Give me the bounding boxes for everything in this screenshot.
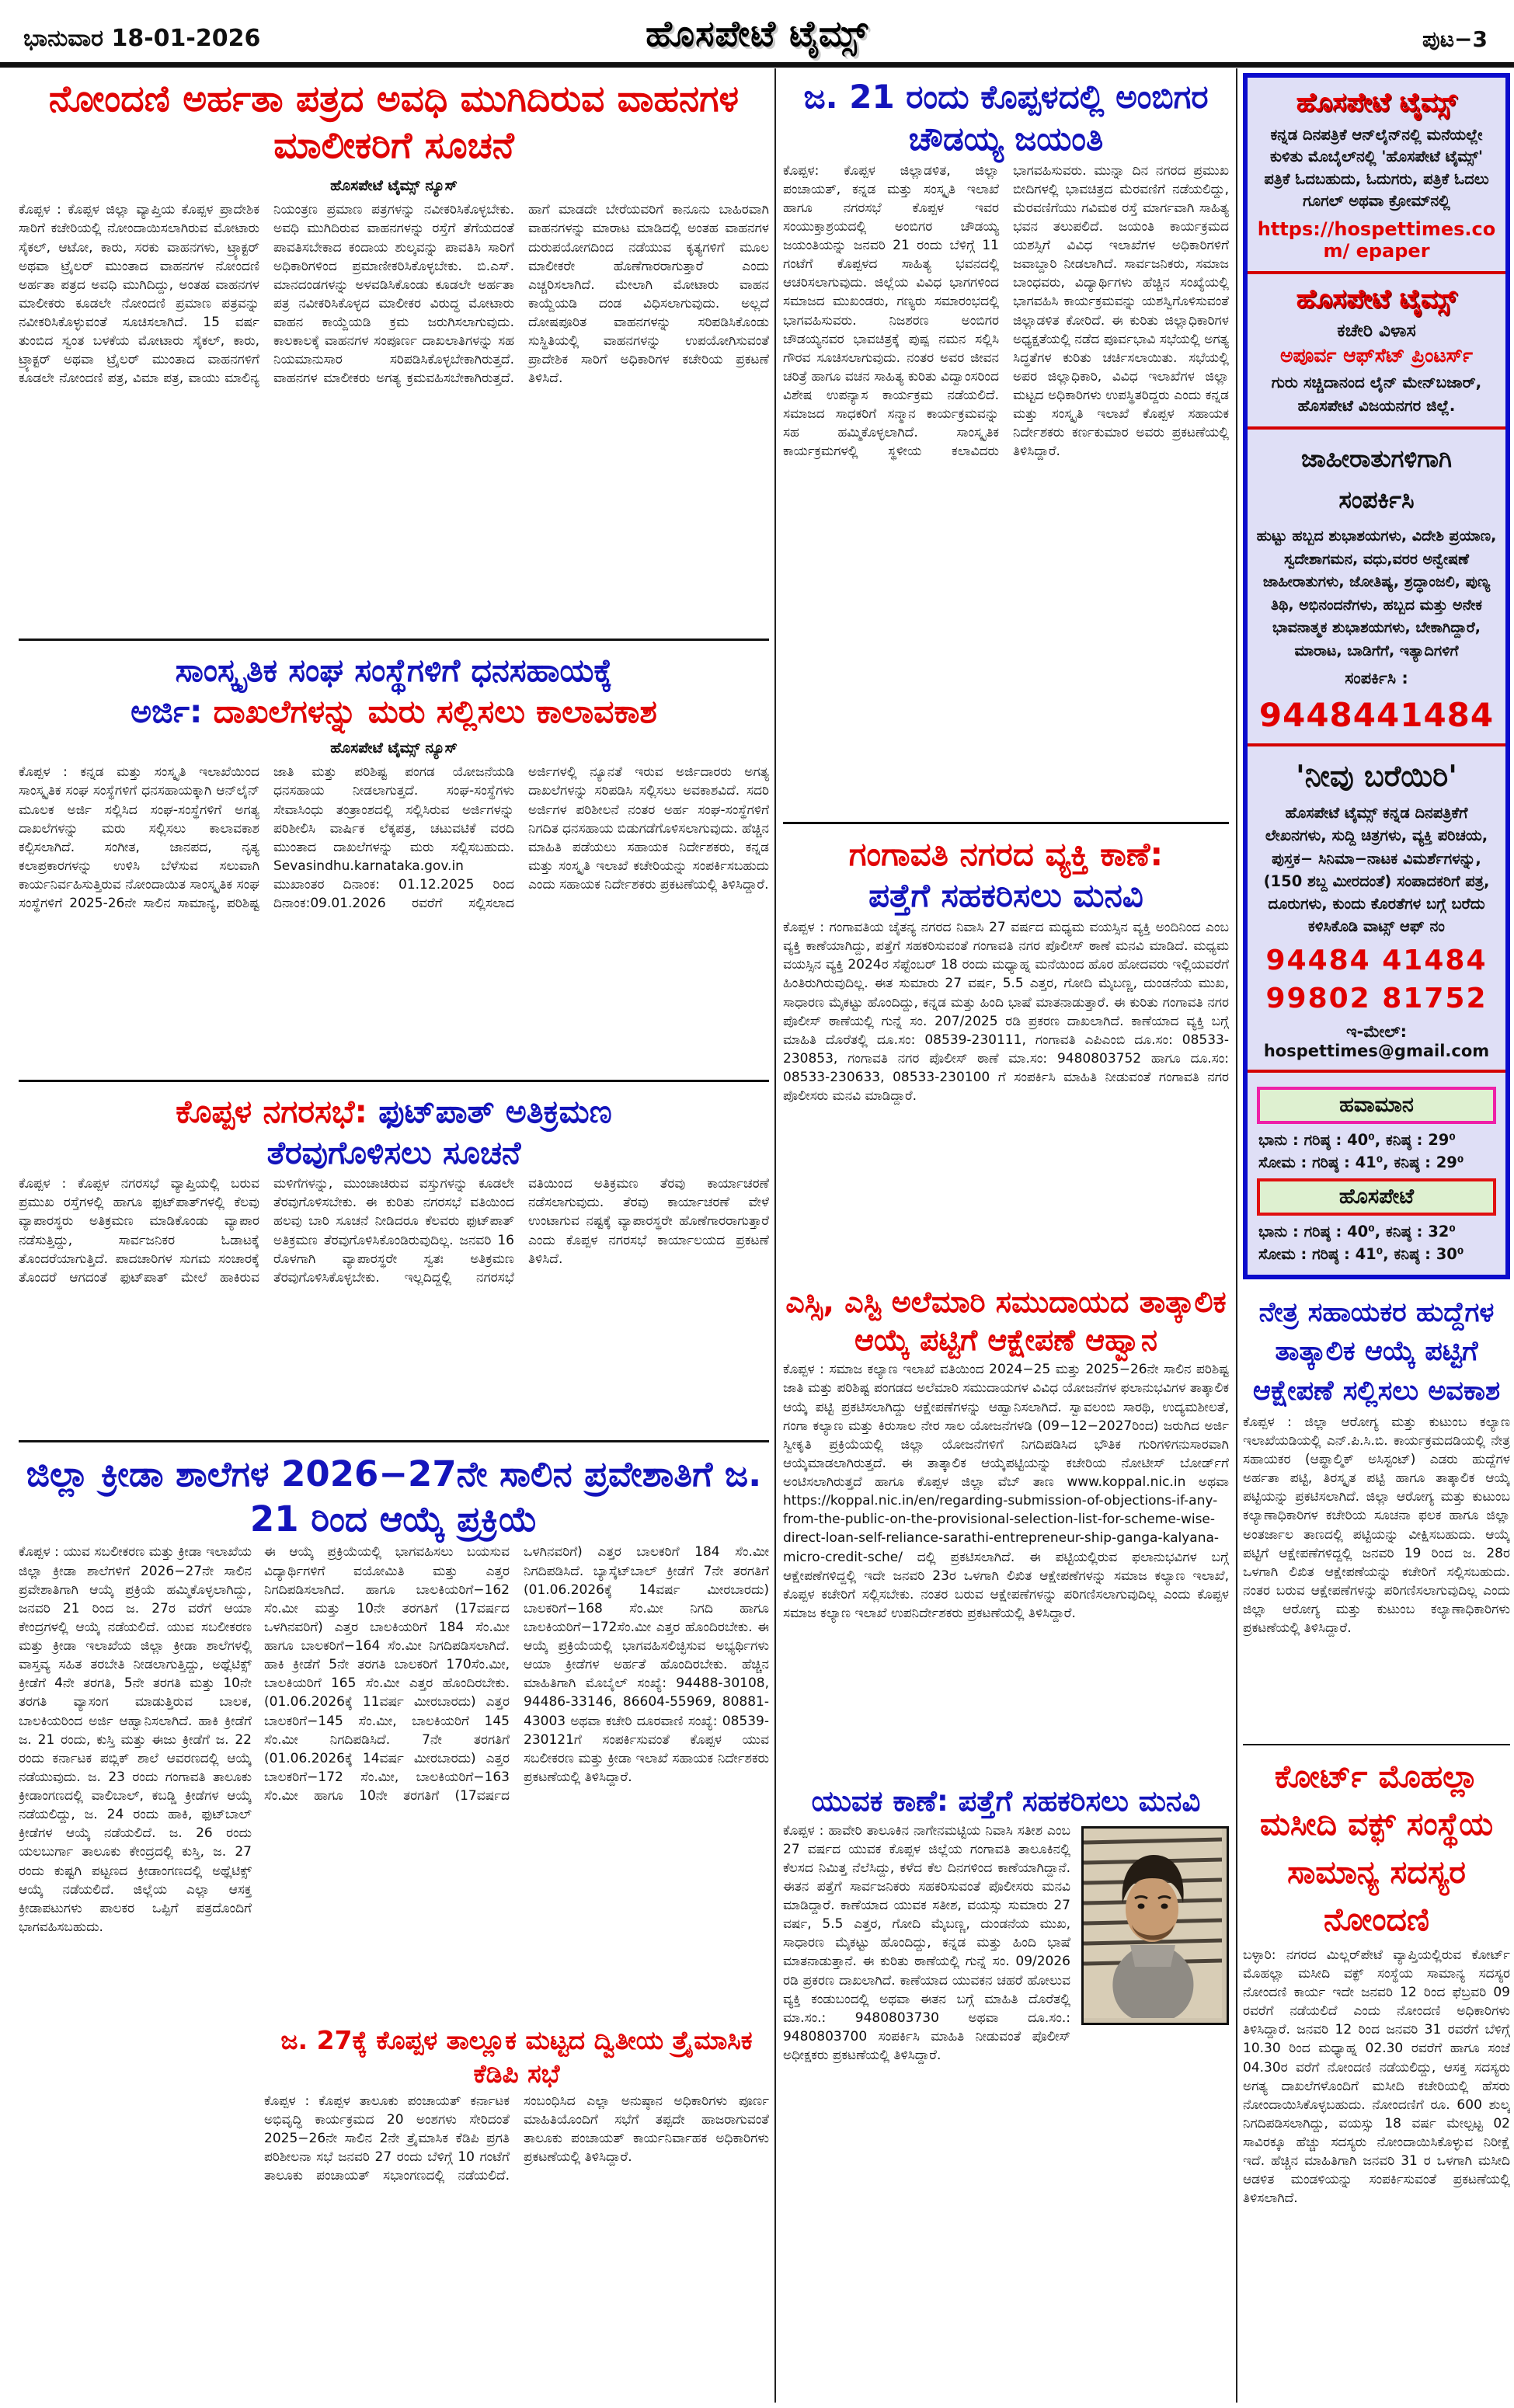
article-body: ಕೊಪ್ಪಳ : ಕೊಪ್ಪಳ ನಗರಸಭೆ ವ್ಯಾಪ್ತಿಯಲ್ಲಿ ಬರುವ ಪ್ರಮುಖ ರಸ್ತೆಗಳಲ್ಲಿ ಹಾಗೂ ಫುಟ್‌ಪಾತ್‌ಗಳಲ್ಲಿ ಕೆಲವು ವ್ಯಾಪಾರಸ್ಥರು ಅತಿಕ್ರಮಣ ಮಾಡಿಕೊಂಡು ವ್ಯಾಪಾರ ನಡೆಸುತ್ತಿದ್ದು, ಸಾರ್ವಜನಿಕರ ಓಡಾಟಕ್ಕೆ ತೊಂದರೆಯಾಗುತ್ತಿದೆ. ಪಾದಚಾರಿಗಳ ಸುಗಮ ಸಂಚಾರಕ್ಕೆ ತೊಂದರೆ ಆಗದಂತೆ ಫುಟ್‌ಪಾತ್ ಮೇಲೆ ಹಾಕಿರುವ ಮಳಿಗೆಗಳನ್ನು, ಮುಂಚಾಚಿರುವ ವಸ್ತುಗಳನ್ನು ಕೂಡಲೇ ತೆರವುಗೊಳಿಸಬೇಕು. ಈ ಕುರಿತು ನಗರಸಭೆ ವತಿಯಿಂದ ಹಲವು ಬಾರಿ ಸೂಚನೆ ನೀಡಿದರೂ ಕೆಲವರು ಫುಟ್‌ಪಾತ್ ಅತಿಕ್ರಮಣ ತೆರವುಗೊಳಿಸಿಕೊಂಡಿರುವುದಿಲ್ಲ. ಜನವರಿ 16 ರೊಳಗಾಗಿ ವ್ಯಾಪಾರಸ್ಥರೇ ಸ್ವತಃ ಅತಿಕ್ರಮಣ ತೆರವುಗೊಳಿಸಿಕೊಳ್ಳಬೇಕು. ಇಲ್ಲದಿದ್ದಲ್ಲಿ ನಗರಸಭೆ ವತಿಯಿಂದ ಅತಿಕ್ರಮಣ ತೆರವು ಕಾರ್ಯಾಚರಣೆ ನಡೆಸಲಾಗುವುದು. ತೆರವು ಕಾರ್ಯಾಚರಣೆ ವೇಳೆ ಉಂಟಾಗುವ ನಷ್ಟಕ್ಕೆ ವ್ಯಾಪಾರಸ್ಥರೇ ಹೊಣೆಗಾರರಾಗುತ್ತಾರೆ ಎಂದು ಕೊಪ್ಪಳ ನಗರಸಭೆ ಕಾರ್ಯಾಲಯದ ಪ್ರಕಟಣೆ ತಿಳಿಸಿದೆ. <box>19 1176 769 1286</box>
left-section <box>19 73 769 2282</box>
page-number: ಪುಟ−3 <box>1422 26 1488 52</box>
headline-footpath-line1b: ಫುಟ್‌ಪಾತ್ ಅತಿಕ್ರಮಣ <box>367 1093 612 1131</box>
article-body: ಬಳ್ಳಾರಿ: ನಗರದ ಮಿಲ್ಲರ್‌ಪೇಟೆ ವ್ಯಾಪ್ತಿಯಲ್ಲಿರುವ ಕೋರ್ಟ್ ಮೊಹಲ್ಲಾ ಮಸೀದಿ ವಕ್ಫ್ ಸಂಸ್ಥೆಯ ಸಾಮಾನ್ಯ ಸದಸ್ಯರ ನೋಂದಣಿ ಕಾರ್ಯ ಇದೇ ಜನವರಿ 12 ರಿಂದ ಫೆಬ್ರವರಿ 09 ರವರೆಗೆ ನಡೆಯಲಿದೆ ಎಂದು ನೋಂದಣಿ ಅಧಿಕಾರಿಗಳು ತಿಳಿಸಿದ್ದಾರೆ. ಜನವರಿ 12 ರಿಂದ ಜನವರಿ 31 ರವರೆಗೆ ಬೆಳಿಗ್ಗೆ 10.30 ರಿಂದ ಮಧ್ಯಾಹ್ನ 02.30 ರವರೆಗೆ ಹಾಗೂ ಸಂಜೆ 04.30ರ ವರೆಗೆ ನೋಂದಣಿ ನಡೆಯಲಿದ್ದು, ಆಸಕ್ತ ಸದಸ್ಯರು ಅಗತ್ಯ ದಾಖಲೆಗಳೊಂದಿಗೆ ಮಸೀದಿ ಕಚೇರಿಯಲ್ಲಿ ಹೆಸರು ನೋಂದಾಯಿಸಿಕೊಳ್ಳಬಹುದು. ನೋಂದಣಿಗೆ ರೂ. 600 ಶುಲ್ಕ ನಿಗದಿಪಡಿಸಲಾಗಿದ್ದು, ವಯಸ್ಸು 18 ವರ್ಷ ಮೇಲ್ಪಟ್ಟ 02 ಸಾವಿರಕ್ಕೂ ಹೆಚ್ಚು ಸದಸ್ಯರು ನೋಂದಾಯಿಸಿಕೊಳ್ಳುವ ನಿರೀಕ್ಷೆ ಇದೆ. ಹೆಚ್ಚಿನ ಮಾಹಿತಿಗಾಗಿ ಜನವರಿ 31 ರ ಒಳಗಾಗಿ ಮಸೀದಿ ಆಡಳಿತ ಮಂಡಳಿಯನ್ನು ಸಂಪರ್ಕಿಸುವಂತೆ ಪ್ರಕಟಣೆಯಲ್ಲಿ ತಿಳಿಸಲಾಗಿದೆ. <box>1243 1947 1510 2207</box>
article-scst-objections <box>783 1283 1229 1780</box>
ads-title-line1: ಜಾಹೀರಾತುಗಳಿಗಾಗಿ <box>1301 445 1452 474</box>
masthead-title: ಹೊಸಪೇಟೆ ಟೈಮ್ಸ್ <box>646 12 868 54</box>
headline-masjid-registration: ಕೋರ್ಟ್ ಮೊಹಲ್ಲಾ ಮಸೀದಿ ವಕ್ಫ್ ಸಂಸ್ಥೆಯ ಸಾಮಾನ್ಯ ಸದಸ್ಯರ ನೋಂದಣಿ <box>1259 1757 1494 1939</box>
article-body: ಕೊಪ್ಪಳ : ಹಾವೇರಿ ತಾಲೂಕಿನ ನಾಗೇನಮಟ್ಟಿಯ ನಿವಾಸಿ ಸತೀಶ ಎಂಬ 27 ವರ್ಷದ ಯುವಕ ಕೊಪ್ಪಳ ಜಿಲ್ಲೆಯ ಗಂಗಾವತಿ ತಾಲೂಕಿನಲ್ಲಿ ಕೆಲಸದ ನಿಮಿತ್ತ ನೆಲೆಸಿದ್ದು, ಕಳೆದ ಕೆಲ ದಿನಗಳಿಂದ ಕಾಣೆಯಾಗಿದ್ದಾನೆ. ಈತನ ಪತ್ತೆಗೆ ಸಾರ್ವಜನಿಕರು ಸಹಕರಿಸುವಂತೆ ಪೊಲೀಸರು ಮನವಿ ಮಾಡಿದ್ದಾರೆ. ಕಾಣೆಯಾದ ಯುವಕ ಸತೀಶ, ವಯಸ್ಸು ಸುಮಾರು 27 ವರ್ಷ, 5.5 ಎತ್ತರ, ಗೋದಿ ಮೈಬಣ್ಣ, ದುಂಡನೆಯ ಮುಖ, ಸಾಧಾರಣ ಮೈಕಟ್ಟು ಹೊಂದಿದ್ದು, ಕನ್ನಡ ಮತ್ತು ಹಿಂದಿ ಭಾಷೆ ಮಾತನಾಡುತ್ತಾನೆ. ಈ ಕುರಿತು ಠಾಣೆಯಲ್ಲಿ ಗುನ್ನೆ ಸಂ. 09/2026 ರಡಿ ಪ್ರಕರಣ ದಾಖಲಾಗಿದೆ. ಕಾಣೆಯಾದ ಯುವಕನ ಚಹರೆ ಹೋಲುವ ವ್ಯಕ್ತಿ ಕಂಡುಬಂದಲ್ಲಿ ಅಥವಾ ಈತನ ಬಗ್ಗೆ ಮಾಹಿತಿ ದೊರೆತಲ್ಲಿ ಮಾ.ಸಂ.: 9480803730 ಅಥವಾ ದೂ.ಸಂ.: 9480803700 ಸಂಪರ್ಕಿಸಿ ಮಾಹಿತಿ ನೀಡುವಂತೆ ಪೊಲೀಸ್ ಅಧೀಕ್ಷಕರು ಪ್ರಕಟಣೆಯಲ್ಲಿ ತಿಳಿಸಿದ್ದಾರೆ. <box>783 1822 1070 2064</box>
weather-box <box>1248 1073 1505 1275</box>
right-section <box>1243 73 1510 2311</box>
weather-row-mon: ಸೋಮ : ಗರಿಷ್ಠ : 41⁰, ಕನಿಷ್ಠ : 29⁰ <box>1258 1153 1464 1171</box>
dateline: ಹೊಸಪೇಟೆ ಟೈಮ್ಸ್ ನ್ಯೂಸ್ <box>330 177 458 195</box>
ads-title-line2: ಸಂಪರ್ಕಿಸಿ <box>1338 485 1415 514</box>
article-body: ಕೊಪ್ಪಳ : ಕೊಪ್ಪಳ ತಾಲೂಕು ಪಂಚಾಯತ್ ಕರ್ನಾಟಕ ಅಭಿವೃದ್ಧಿ ಕಾರ್ಯಕ್ರಮದ 20 ಅಂಶಗಳು ಸೇರಿದಂತೆ 2025−26ನೇ ಸಾಲಿನ 2ನೇ ತ್ರೈಮಾಸಿಕ ಕೆಡಿಪಿ ಪ್ರಗತಿ ಪರಿಶೀಲನಾ ಸಭೆ ಜನವರಿ 27 ರಂದು ಬೆಳಿಗ್ಗೆ 10 ಗಂಟೆಗೆ ತಾಲೂಕು ಪಂಚಾಯತ್ ಸಭಾಂಗಣದಲ್ಲಿ ನಡೆಯಲಿದೆ. ಸಂಬಂಧಿಸಿದ ಎಲ್ಲಾ ಅನುಷ್ಠಾನ ಅಧಿಕಾರಿಗಳು ಪೂರ್ಣ ಮಾಹಿತಿಯೊಂದಿಗೆ ಸಭೆಗೆ ತಪ್ಪದೇ ಹಾಜರಾಗುವಂತೆ ತಾಲೂಕು ಪಂಚಾಯತ್ ಕಾರ್ಯನಿರ್ವಾಹಕ ಅಧಿಕಾರಿಗಳು ಪ್ರಕಟಣೆಯಲ್ಲಿ ತಿಳಿಸಿದ್ದಾರೆ. <box>264 2093 769 2184</box>
advertise-contact-ad <box>1248 430 1505 746</box>
column-divider-left <box>774 68 776 2403</box>
section-rule <box>19 639 769 641</box>
headline-sports-school: ಜಿಲ್ಲಾ ಕ್ರೀಡಾ ಶಾಲೆಗಳ 2026−27ನೇ ಸಾಲಿನ ಪ್ರವೇಶಾತಿಗೆ ಜ. 21 ರಿಂದ ಆಯ್ಕೆ ಪ್ರಕ್ರಿಯೆ <box>26 1453 762 1540</box>
weather-row-mon-hosapete: ಸೋಮ : ಗರಿಷ್ಠ : 41⁰, ಕನಿಷ್ಠ : 30⁰ <box>1258 1244 1464 1263</box>
headline-eye-assistant: ನೇತ್ರ ಸಹಾಯಕರ ಹುದ್ದೆಗಳ ತಾತ್ಕಾಲಿಕ ಆಯ್ಕೆ ಪಟ್ಟಿಗೆ ಆಕ್ಷೇಪಣೆ ಸಲ್ಲಿಸಲು ಅವಕಾಶ <box>1252 1296 1501 1408</box>
headline-footpath-line2: ತೆರವುಗೊಳಿಸಲು ಸೂಚನೆ <box>266 1133 521 1171</box>
email-address[interactable]: ಇ-ಮೇಲ್: hospettimes@gmail.com <box>1263 1021 1490 1060</box>
article-body: ಕೊಪ್ಪಳ : ಕೊಪ್ಪಳ ಜಿಲ್ಲಾ ವ್ಯಾಪ್ತಿಯ ಕೊಪ್ಪಳ ಪ್ರಾದೇಶಿಕ ಸಾರಿಗೆ ಕಚೇರಿಯಲ್ಲಿ ನೋಂದಾಯಿಸಲಾಗಿರುವ ಮೋಟಾರು ಸೈಕಲ್, ಆಟೋ, ಕಾರು, ಸರಕು ವಾಹನಗಳು, ಟ್ರ್ಯಾಕ್ಟರ್ ಅಥವಾ ಟ್ರೈಲರ್ ಮುಂತಾದ ವಾಹನಗಳ ನೋಂದಣಿ ಅರ್ಹತಾ ಪತ್ರದ ಅವಧಿ ಮುಗಿದಿದ್ದು, ಅಂತಹ ವಾಹನಗಳ ಮಾಲೀಕರು ಕೂಡಲೇ ನೋಂದಣಿ ಪ್ರಮಾಣ ಪತ್ರವನ್ನು ನವೀಕರಿಸಿಕೊಳ್ಳುವಂತೆ ಸೂಚಿಸಲಾಗಿದೆ. 15 ವರ್ಷ ತುಂಬಿದ ಸ್ವಂತ ಬಳಕೆಯ ಮೋಟಾರು ಸೈಕಲ್, ಕಾರು, ಟ್ರ್ಯಾಕ್ಟರ್ ಅಥವಾ ಟ್ರೈಲರ್ ಮುಂತಾದ ವಾಹನಗಳಿಗೆ ಕೂಡಲೇ ನೋಂದಣಿ ಪತ್ರ, ವಿಮಾ ಪತ್ರ, ವಾಯು ಮಾಲಿನ್ಯ ನಿಯಂತ್ರಣ ಪ್ರಮಾಣ ಪತ್ರಗಳನ್ನು ನವೀಕರಿಸಿಕೊಳ್ಳಬೇಕು. ಅವಧಿ ಮುಗಿದಿರುವ ವಾಹನಗಳನ್ನು ರಸ್ತೆಗೆ ತೆಗೆಯದಂತೆ ಪಾವತಿಸಬೇಕಾದ ಕಂದಾಯ ಶುಲ್ಕವನ್ನು ಪಾವತಿಸಿ ಸಾರಿಗೆ ಅಧಿಕಾರಿಗಳಿಂದ ಪ್ರಮಾಣೀಕರಿಸಿಕೊಳ್ಳಬೇಕು. ಬಿ.ಎಸ್. ಮಾನದಂಡಗಳನ್ನು ಅಳವಡಿಸಿಕೊಂಡು ಕೂಡಲೇ ಅರ್ಹತಾ ಪತ್ರ ನವೀಕರಿಸಿಕೊಳ್ಳದ ಮಾಲೀಕರ ವಿರುದ್ಧ ಮೋಟಾರು ವಾಹನ ಕಾಯ್ದೆಯಡಿ ಕ್ರಮ ಜರುಗಿಸಲಾಗುವುದು. ಕಾಲಕಾಲಕ್ಕೆ ವಾಹನಗಳ ಸಂಪೂರ್ಣ ದಾಖಲಾತಿಗಳನ್ನು ಸಹ ನಿಯಮಾನುಸಾರ ಸರಿಪಡಿಸಿಕೊಳ್ಳಬೇಕಾಗಿರುತ್ತದೆ. ವಾಹನಗಳ ಮಾಲೀಕರು ಅಗತ್ಯ ಕ್ರಮವಹಿಸಬೇಕಾಗಿರುತ್ತದೆ. ಹಾಗೆ ಮಾಡದೇ ಬೇರೆಯವರಿಗೆ ಕಾನೂನು ಬಾಹಿರವಾಗಿ ವಾಹನಗಳನ್ನು ಮಾರಾಟ ಮಾಡಿದಲ್ಲಿ ಅಂತಹ ವಾಹನಗಳ ದುರುಪಯೋಗದಿಂದ ನಡೆಯುವ ಕೃತ್ಯಗಳಿಗೆ ಮೂಲ ಮಾಲೀಕರೇ ಹೊಣೆಗಾರರಾಗುತ್ತಾರೆ ಎಂದು ಎಚ್ಚರಿಸಲಾಗಿದೆ. ಮೇಲಾಗಿ ಮೋಟಾರು ವಾಹನ ಕಾಯ್ದೆಯಡಿ ದಂಡ ವಿಧಿಸಲಾಗುವುದು. ಅಲ್ಲದೆ ದೋಷಪೂರಿತ ವಾಹನಗಳನ್ನು ಸರಿಪಡಿಸಿಕೊಂಡು ಸುಸ್ಥಿತಿಯಲ್ಲಿ ವಾಹನಗಳನ್ನು ಉಪಯೋಗಿಸುವಂತೆ ಪ್ರಾದೇಶಿಕ ಸಾರಿಗೆ ಅಧಿಕಾರಿಗಳ ಕಚೇರಿಯ ಪ್ರಕಟಣೆ ತಿಳಿಸಿದೆ. <box>19 202 769 387</box>
office-address-ad <box>1248 274 1505 430</box>
weather-row-sun-hosapete: ಭಾನು : ಗರಿಷ್ಠ : 40⁰, ಕನಿಷ್ಠ : 32⁰ <box>1258 1222 1456 1241</box>
paper-logo: ಹೊಸಪೇಟೆ ಟೈಮ್ಸ್ <box>1296 87 1457 118</box>
article-body: ಕೊಪ್ಪಳ : ಜಿಲ್ಲಾ ಆರೋಗ್ಯ ಮತ್ತು ಕುಟುಂಬ ಕಲ್ಯಾಣ ಇಲಾಖೆಯಡಿಯಲ್ಲಿ ಎನ್.ಪಿ.ಸಿ.ಬಿ. ಕಾರ್ಯಕ್ರಮದಡಿಯಲ್ಲಿ ನೇತ್ರ ಸಹಾಯಕರ (ಆಪ್ಥಾಲ್ಮಿಕ್ ಅಸಿಸ್ಟಂಟ್) ಎಡರು ಹುದ್ದೆಗಳ ಅರ್ಹತಾ ಪಟ್ಟಿ, ತಿರಸ್ಕೃತ ಪಟ್ಟಿ ಹಾಗೂ ತಾತ್ಕಾಲಿಕ ಆಯ್ಕೆ ಪಟ್ಟಿಯನ್ನು ಪ್ರಕಟಿಸಲಾಗಿದೆ. ಜಿಲ್ಲಾ ಆರೋಗ್ಯ ಮತ್ತು ಕುಟುಂಬ ಕಲ್ಯಾಣಾಧಿಕಾರಿಗಳ ಕಚೇರಿಯ ಸೂಚನಾ ಫಲಕ ಹಾಗೂ ಜಿಲ್ಲಾ ಅಂತರ್ಜಾಲ ತಾಣದಲ್ಲಿ ಪಟ್ಟಿಯನ್ನು ವೀಕ್ಷಿಸಬಹುದು. ಆಯ್ಕೆ ಪಟ್ಟಿಗೆ ಆಕ್ಷೇಪಣೆಗಳಿದ್ದಲ್ಲಿ ಜನವರಿ 19 ರಿಂದ ಜ. 28ರ ಒಳಗಾಗಿ ಲಿಖಿತ ಆಕ್ಷೇಪಣೆಯನ್ನು ಕಚೇರಿಗೆ ಸಲ್ಲಿಸಬಹುದು. ನಂತರ ಬರುವ ಆಕ್ಷೇಪಣೆಗಳನ್ನು ಪರಿಗಣಿಸಲಾಗುವುದಿಲ್ಲ ಎಂದು ಜಿಲ್ಲಾ ಆರೋಗ್ಯ ಮತ್ತು ಕುಟುಂಬ ಕಲ್ಯಾಣಾಧಿಕಾರಿಗಳು ಪ್ರಕಟಣೆಯಲ್ಲಿ ತಿಳಿಸಿದ್ದಾರೆ. <box>1243 1414 1510 1637</box>
section-rule <box>19 1440 769 1442</box>
article-body: ಕೊಪ್ಪಳ : ಕನ್ನಡ ಮತ್ತು ಸಂಸ್ಕೃತಿ ಇಲಾಖೆಯಿಂದ ಸಾಂಸ್ಕೃತಿಕ ಸಂಘ ಸಂಸ್ಥೆಗಳಿಗೆ ಧನಸಹಾಯಕ್ಕಾಗಿ ಆನ್‌ಲೈನ್ ಮೂಲಕ ಅರ್ಜಿ ಸಲ್ಲಿಸಿದ ಸಂಘ-ಸಂಸ್ಥೆಗಳಿಗೆ ಅಗತ್ಯ ದಾಖಲೆಗಳನ್ನು ಮರು ಸಲ್ಲಿಸಲು ಕಾಲಾವಕಾಶ ಕಲ್ಪಿಸಲಾಗಿದೆ. ಸಂಗೀತ, ಜಾನಪದ, ನೃತ್ಯ ಕಲಾಪ್ರಕಾರಗಳನ್ನು ಉಳಿಸಿ ಬೆಳೆಸುವ ಸಲುವಾಗಿ ಕಾರ್ಯನಿರ್ವಹಿಸುತ್ತಿರುವ ನೋಂದಾಯಿತ ಸಾಂಸ್ಕೃತಿಕ ಸಂಘ ಸಂಸ್ಥೆಗಳಿಗೆ 2025-26ನೇ ಸಾಲಿನ ಸಾಮಾನ್ಯ, ಪರಿಶಿಷ್ಟ ಜಾತಿ ಮತ್ತು ಪರಿಶಿಷ್ಟ ಪಂಗಡ ಯೋಜನೆಯಡಿ ಧನಸಹಾಯ ನೀಡಲಾಗುತ್ತದೆ. ಸಂಘ-ಸಂಸ್ಥೆಗಳು ಸೇವಾಸಿಂಧು ತಂತ್ರಾಂಶದಲ್ಲಿ ಸಲ್ಲಿಸಿರುವ ಅರ್ಜಿಗಳನ್ನು ಪರಿಶೀಲಿಸಿ ವಾರ್ಷಿಕ ಲೆಕ್ಕಪತ್ರ, ಚಟುವಟಿಕೆ ವರದಿ ಮುಂತಾದ ದಾಖಲೆಗಳನ್ನು ಮರು ಸಲ್ಲಿಸಬಹುದು. Sevasindhu.karnataka.gov.in ಮುಖಾಂತರ ದಿನಾಂಕ: 01.12.2025 ರಿಂದ ದಿನಾಂಕ:09.01.2026 ರವರೆಗೆ ಸಲ್ಲಿಸಲಾದ ಅರ್ಜಿಗಳಲ್ಲಿ ನ್ಯೂನತೆ ಇರುವ ಅರ್ಜಿದಾರರು ಅಗತ್ಯ ದಾಖಲೆಗಳನ್ನು ಸರಿಪಡಿಸಿ ಸಲ್ಲಿಸಲು ಅವಕಾಶವಿದೆ. ಸದರಿ ಅರ್ಜಿಗಳ ಪರಿಶೀಲನೆ ನಂತರ ಅರ್ಹ ಸಂಘ-ಸಂಸ್ಥೆಗಳಿಗೆ ನಿಗದಿತ ಧನಸಹಾಯ ಬಿಡುಗಡೆಗೊಳಿಸಲಾಗುವುದು. ಹೆಚ್ಚಿನ ಮಾಹಿತಿ ಪಡೆಯಲು ಸಹಾಯಕ ನಿರ್ದೇಶಕರು, ಕನ್ನಡ ಮತ್ತು ಸಂಸ್ಕೃತಿ ಇಲಾಖೆ ಕಚೇರಿಯನ್ನು ಸಂಪರ್ಕಿಸಬಹುದು ಎಂದು ಸಹಾಯಕ ನಿರ್ದೇಶಕರು ಪ್ರಕಟಣೆಯಲ್ಲಿ ತಿಳಿಸಿದ್ದಾರೆ. <box>19 764 769 912</box>
edition-date: ಭಾನುವಾರ 18-01-2026 <box>23 25 261 52</box>
article-body: ಕೊಪ್ಪಳ : ಗಂಗಾವತಿಯ ಚೈತನ್ಯ ನಗರದ ನಿವಾಸಿ 27 ವರ್ಷದ ಮಧ್ಯಮ ವಯಸ್ಸಿನ ವ್ಯಕ್ತಿ ಅಂದಿನಿಂದ ಎಂಬ ವ್ಯಕ್ತಿ ಕಾಣೆಯಾಗಿದ್ದು, ಪತ್ತೆಗೆ ಸಹಕರಿಸುವಂತೆ ಗಂಗಾವತಿ ನಗರ ಪೊಲೀಸ್ ಠಾಣೆ ಮನವಿ ಮಾಡಿದೆ. ಮಧ್ಯಮ ವಯಸ್ಸಿನ ವ್ಯಕ್ತಿ 2024ರ ಸೆಪ್ಟೆಂಬರ್ 18 ರಂದು ಮಧ್ಯಾಹ್ನ ಮನೆಯಿಂದ ಹೊರ ಹೋದವರು ಇಲ್ಲಿಯವರೆಗೆ ಹಿಂತಿರುಗಿರುವುದಿಲ್ಲ. ಈತ ಸುಮಾರು 27 ವರ್ಷ, 5.5 ಎತ್ತರ, ಗೋದಿ ಮೈಬಣ್ಣ, ದುಂಡನೆಯ ಮುಖ, ಸಾಧಾರಣ ಮೈಕಟ್ಟು ಹೊಂದಿದ್ದು, ಕನ್ನಡ ಮತ್ತು ಹಿಂದಿ ಭಾಷೆ ಮಾತನಾಡುತ್ತಾರೆ. ಈ ಕುರಿತು ಗಂಗಾವತಿ ನಗರ ಪೊಲೀಸ್ ಠಾಣೆಯಲ್ಲಿ ಗುನ್ನೆ ಸಂ. 207/2025 ರಡಿ ಪ್ರಕರಣ ದಾಖಲಾಗಿದೆ. ಕಾಣೆಯಾದ ವ್ಯಕ್ತಿ ಬಗ್ಗೆ ಮಾಹಿತಿ ದೊರೆತಲ್ಲಿ ದೂ.ಸಂ: 08539-230111, ಗಂಗಾವತಿ ಎಪಿಎಂಬಿ ದೂ.ಸಂ: 08533-230853, ಗಂಗಾವತಿ ನಗರ ಪೊಲೀಸ್ ಠಾಣೆ ಮಾ.ಸಂ: 9480803752 ಹಾಗೂ ದೂ.ಸಂ: 08533-230633, 08533-230100 ಗೆ ಸಂಪರ್ಕಿಸಿ ಮಾಹಿತಿ ನೀಡುವಂತೆ ಗಂಗಾವತಿ ನಗರ ಪೊಲೀಸರು ಮನವಿ ಮಾಡಿದ್ದಾರೆ. <box>783 920 1229 1105</box>
epaper-link[interactable]: https://hospettimes.com/ epaper <box>1257 218 1496 263</box>
headline-scst-objections: ಎಸ್ಸಿ, ಎಸ್ಟಿ ಅಲೆಮಾರಿ ಸಮುದಾಯದ ತಾತ್ಕಾಲಿಕ ಆಯ್ಕೆ ಪಟ್ಟಿಗೆ ಆಕ್ಷೇಪಣೆ ಆಹ್ವಾನ <box>785 1285 1227 1357</box>
whatsapp-number-2: 99802 81752 <box>1265 982 1488 1014</box>
epaper-ad <box>1248 78 1505 274</box>
article-body: ಕೊಪ್ಪಳ : ಸಮಾಜ ಕಲ್ಯಾಣ ಇಲಾಖೆ ವತಿಯಿಂದ 2024−25 ಮತ್ತು 2025−26ನೇ ಸಾಲಿನ ಪರಿಶಿಷ್ಟ ಜಾತಿ ಮತ್ತು ಪರಿಶಿಷ್ಟ ಪಂಗಡದ ಅಲೆಮಾರಿ ಸಮುದಾಯಗಳ ವಿವಿಧ ಯೋಜನೆಗಳ ಫಲಾನುಭವಿಗಳ ತಾತ್ಕಾಲಿಕ ಆಯ್ಕೆ ಪಟ್ಟಿ ಪ್ರಕಟಿಸಲಾಗಿದ್ದು ಆಕ್ಷೇಪಣೆಗಳನ್ನು ಆಹ್ವಾನಿಸಲಾಗಿದೆ. ಸ್ವಾವಲಂಬಿ ಸಾರಥಿ, ಉದ್ಯಮಶೀಲತೆ, ಗಂಗಾ ಕಲ್ಯಾಣ ಮತ್ತು ಕಿರುಸಾಲ ನೇರ ಸಾಲ ಯೋಜನೆಗಳಡಿ (09−12−2027ರಿಂದ) ಜರುಗಿದ ಅರ್ಜಿ ಸ್ವೀಕೃತಿ ಪ್ರಕ್ರಿಯೆಯಲ್ಲಿ ಜಿಲ್ಲಾ ಯೋಜನೆಗಳಿಗೆ ನಿಗದಿಪಡಿಸಿದ ಭೌತಿಕ ಗುರಿಗಳಿಗನುಸಾರವಾಗಿ ಆಯ್ಕೆಮಾಡಲಾಗಿರುತ್ತದೆ. ಈ ತಾತ್ಕಾಲಿಕ ಆಯ್ಕೆಪಟ್ಟಿಯನ್ನು ಕಚೇರಿಯ ನೋಟೀಸ್ ಬೋರ್ಡ್‌ಗೆ ಅಂಟಿಸಲಾಗಿರುತ್ತದೆ ಹಾಗೂ ಕೊಪ್ಪಳ ಜಿಲ್ಲಾ ವೆಬ್ ತಾಣ www.koppal.nic.in ಅಥವಾ https://koppal.nic.in/en/regarding-submission-of-objections-if-any-from-the-public-on-the-provisional-selection-list-for-scheme-wise-direct-loan-self-reliance-sarathi-entrepreneur-ship-ganga-kalyana-micro-credit-sche/ ದಲ್ಲಿ ಪ್ರಕಟಿಸಲಾಗಿದೆ. ಈ ಪಟ್ಟಿಯಲ್ಲಿರುವ ಫಲಾನುಭವಿಗಳ ಬಗ್ಗೆ ಆಕ್ಷೇಪಣೆಗಳಿದ್ದಲ್ಲಿ ಇದೇ ಜನವರಿ 23ರ ಒಳಗಾಗಿ ಲಿಖಿತ ಆಕ್ಷೇಪಣೆಗಳನ್ನು ಸಮಾಜ ಕಲ್ಯಾಣ ಇಲಾಖೆ, ಕೊಪ್ಪಳ ಕಚೇರಿಗೆ ಸಲ್ಲಿಸಬೇಕು. ನಂತರ ಬರುವ ಆಕ್ಷೇಪಣೆಗಳನ್ನು ಪರಿಗಣಿಸಲಾಗುವುದಿಲ್ಲ ಎಂದು ಕೊಪ್ಪಳ ಸಮಾಜ ಕಲ್ಯಾಣ ಇಲಾಖೆ ಉಪನಿರ್ದೇಶಕರು ಪ್ರಕಟಣೆಯಲ್ಲಿ ತಿಳಿಸಿದ್ದಾರೆ. <box>783 1362 1229 1621</box>
paper-logo: ಹೊಸಪೇಟೆ ಟೈಮ್ಸ್ <box>1296 284 1457 315</box>
office-address-label: ಕಚೇರಿ ವಿಳಾಸ <box>1337 321 1416 342</box>
headline-kdp-meeting: ಜ. 27ಕ್ಕೆ ಕೊಪ್ಪಳ ತಾಲ್ಲೂಕ ಮಟ್ಟದ ದ್ವಿತೀಯ ತ್ರೈಮಾಸಿಕ ಕೆಡಿಪಿ ಸಭೆ <box>280 2025 753 2089</box>
headline-cultural-line2a: ಅರ್ಜಿ: <box>131 692 203 730</box>
article-body-col1: ಕೊಪ್ಪಳ : ಯುವ ಸಬಲೀಕರಣ ಮತ್ತು ಕ್ರೀಡಾ ಇಲಾಖೆಯ ಜಿಲ್ಲಾ ಕ್ರೀಡಾ ಶಾಲೆಗಳಿಗೆ 2026−27ನೇ ಸಾಲಿನ ಪ್ರವೇಶಾತಿಗಾಗಿ ಆಯ್ಕೆ ಪ್ರಕ್ರಿಯೆ ಹಮ್ಮಿಕೊಳ್ಳಲಾಗಿದ್ದು, ಜನವರಿ 21 ರಿಂದ ಜ. 27ರ ವರೆಗೆ ಆಯಾ ಕೇಂದ್ರಗಳಲ್ಲಿ ಆಯ್ಕೆ ನಡೆಯಲಿದೆ. ಯುವ ಸಬಲೀಕರಣ ಮತ್ತು ಕ್ರೀಡಾ ಇಲಾಖೆಯ ಜಿಲ್ಲಾ ಕ್ರೀಡಾ ಶಾಲೆಗಳಲ್ಲಿ ವಾಸ್ತವ್ಯ ಸಹಿತ ತರಬೇತಿ ನೀಡಲಾಗುತ್ತಿದ್ದು, ಅಥ್ಲೆಟಿಕ್ಸ್ ಕ್ರೀಡೆಗೆ 4ನೇ ತರಗತಿ, 5ನೇ ತರಗತಿ ಮತ್ತು 10ನೇ ತರಗತಿ ವ್ಯಾಸಂಗ ಮಾಡುತ್ತಿರುವ ಬಾಲಕ, ಬಾಲಕಿಯರಿಂದ ಅರ್ಜಿ ಆಹ್ವಾನಿಸಲಾಗಿದೆ. ಹಾಕಿ ಕ್ರೀಡೆಗೆ ಜ. 21 ರಂದು, ಕುಸ್ತಿ ಮತ್ತು ಈಜು ಕ್ರೀಡೆಗೆ ಜ. 22 ರಂದು ಕರ್ನಾಟಕ ಪಬ್ಲಿಕ್ ಶಾಲೆ ಆವರಣದಲ್ಲಿ ಆಯ್ಕೆ ನಡೆಯುವುದು. ಜ. 23 ರಂದು ಗಂಗಾವತಿ ತಾಲೂಕು ಕ್ರೀಡಾಂಗಣದಲ್ಲಿ ವಾಲಿಬಾಲ್, ಕಬಡ್ಡಿ ಕ್ರೀಡೆಗಳ ಆಯ್ಕೆ ನಡೆಯಲಿದ್ದು, ಜ. 24 ರಂದು ಹಾಕಿ, ಫುಟ್‌ಬಾಲ್ ಕ್ರೀಡೆಗಳ ಆಯ್ಕೆ ನಡೆಯಲಿದೆ. ಜ. 26 ರಂದು ಯಲಬುರ್ಗಾ ತಾಲೂಕು ಕೇಂದ್ರದಲ್ಲಿ ಕುಸ್ತಿ, ಜ. 27 ರಂದು ಕುಷ್ಟಗಿ ಪಟ್ಟಣದ ಕ್ರೀಡಾಂಗಣದಲ್ಲಿ ಅಥ್ಲೆಟಿಕ್ಸ್ ಆಯ್ಕೆ ನಡೆಯಲಿದೆ. ಜಿಲ್ಲೆಯ ಎಲ್ಲಾ ಆಸಕ್ತ ಕ್ರೀಡಾಪಟುಗಳು ಪಾಲಕರ ಒಪ್ಪಿಗೆ ಪತ್ರದೊಂದಿಗೆ ಭಾಗವಹಿಸಬಹುದು. <box>19 1544 252 1935</box>
ads-phone-number: 9448441484 <box>1258 696 1495 735</box>
weather-row-sun: ಭಾನು : ಗರಿಷ್ಠ : 40⁰, ಕನಿಷ್ಠ : 29⁰ <box>1258 1130 1456 1149</box>
article-kdp-meeting <box>264 2024 769 2276</box>
article-eye-assistant <box>1243 1293 1510 1736</box>
headline-missing-line2: ಪತ್ತೆಗೆ ಸಹಕರಿಸಲು ಮನವಿ <box>868 876 1143 915</box>
weather-city-hosapete: ಹೊಸಪೇಟೆ <box>1257 1178 1496 1216</box>
article-masjid-registration <box>1243 1753 1510 2311</box>
write-to-us-ad <box>1248 746 1505 1073</box>
office-address-text: ಗುರು ಸಚ್ಚಿದಾನಂದ ಲೈನ್ ಮೇನ್‌ಬಜಾರ್, ಹೊಸಪೇಟೆ ವಿಜಯನಗರ ಜಿಲ್ಲೆ. <box>1271 373 1482 416</box>
article-sports-school <box>19 1452 769 2282</box>
ads-categories-text: ಹುಟ್ಟು ಹಬ್ಬದ ಶುಭಾಶಯಗಳು, ವಿದೇಶಿ ಪ್ರಯಾಣ, ಸ್ವದೇಶಾಗಮನ, ವಧು,ವರರ ಅನ್ವೇಷಣೆ ಜಾಹೀರಾತುಗಳು, ಜೋತಿಷ್ಯ, ಶ್ರದ್ಧಾಂಜಲಿ, ಪುಣ್ಯ ತಿಥಿ, ಅಭಿನಂದನೆಗಳು, ಹಬ್ಬದ ಮತ್ತು ಅನೇಕ ಭಾವನಾತ್ಮಕ ಶುಭಾಶಯಗಳು, ಬೇಕಾಗಿದ್ದಾರೆ, ಮಾರಾಟ, ಬಾಡಿಗೆಗೆ, ಇತ್ಯಾದಿಗಳಿಗೆ <box>1256 527 1497 659</box>
whatsapp-number-1: 94484 41484 <box>1265 944 1488 976</box>
epaper-ad-text: ಕನ್ನಡ ದಿನಪತ್ರಿಕೆ ಆನ್‌ಲೈನ್‌ನಲ್ಲಿ ಮನೆಯಲ್ಲೇ ಕುಳಿತು ಮೊಬೈಲ್‌ನಲ್ಲಿ 'ಹೊಸಪೇಟೆ ಟೈಮ್ಸ್' ಪತ್ರಿಕೆ ಓದಬಹುದು, ಓದುಗರು, ಪತ್ರಿಕೆ ಓದಲು ಗೂಗಲ್ ಅಥವಾ ಕ್ರೋಮ್‌ನಲ್ಲಿ <box>1264 126 1489 210</box>
contact-label: ಸಂಪರ್ಕಿಸಿ : <box>1345 669 1408 688</box>
article-vehicle-notice <box>19 76 769 629</box>
column-divider-right <box>1236 68 1237 2403</box>
article-missing-youth <box>783 1783 1229 2237</box>
section-rule <box>783 822 1229 824</box>
article-cultural-grants <box>19 650 769 1070</box>
section-rule <box>19 1080 769 1082</box>
headline-missing-line1: ಗಂಗಾವತಿ ನಗರದ ವ್ಯಕ್ತಿ ಕಾಣೆ: <box>848 834 1164 873</box>
section-rule <box>1243 1744 1510 1745</box>
house-ad-box <box>1243 73 1510 1279</box>
article-missing-person-gangavati <box>783 833 1229 1281</box>
middle-section <box>783 73 1229 2238</box>
headline-missing-youth: ಯುವಕ ಕಾಣೆ: ಪತ್ತೆಗೆ ಸಹಕರಿಸಲು ಮನವಿ <box>811 1784 1201 1818</box>
write-instructions: ಹೊಸಪೇಟೆ ಟೈಮ್ಸ್ ಕನ್ನಡ ದಿನಪತ್ರಿಕೆಗೆ ಲೇಖನಗಳು, ಸುದ್ದಿ ಚಿತ್ರಗಳು, ವ್ಯಕ್ತಿ ಪರಿಚಯ, ಪುಸ್ತಕ− ಸಿನಿಮಾ−ನಾಟಕ ವಿಮರ್ಶೆಗಳನ್ನು,(150 ಶಬ್ದ ಮೀರದಂತೆ) ಸಂಪಾದಕರಿಗೆ ಪತ್ರ, ದೂರುಗಳು, ಕುಂದು ಕೊರತೆಗಳ ಬಗ್ಗೆ ಬರೆದು ಕಳಿಸಿಕೊಡಿ ವಾಟ್ಸ್ ಆಫ್ ನಂ <box>1263 804 1490 936</box>
article-body-main: ಈ ಆಯ್ಕೆ ಪ್ರಕ್ರಿಯೆಯಲ್ಲಿ ಭಾಗವಹಿಸಲು ಬಯಸುವ ವಿದ್ಯಾರ್ಥಿಗಳಿಗೆ ವಯೋಮಿತಿ ಮತ್ತು ಎತ್ತರ ನಿಗದಿಪಡಿಸಲಾಗಿದೆ. ಹಾಗೂ ಬಾಲಕಿಯರಿಗೆ−162 ಸೆಂ.ಮೀ ಮತ್ತು 10ನೇ ತರಗತಿಗೆ (17ವರ್ಷದ ಒಳಗಿನವರಿಗೆ) ಎತ್ತರ ಬಾಲಕಿಯರಿಗೆ 184 ಸೆಂ.ಮೀ ಹಾಗೂ ಬಾಲಕರಿಗೆ−164 ಸೆಂ.ಮೀ ನಿಗದಿಪಡಿಸಲಾಗಿದೆ. ಹಾಕಿ ಕ್ರೀಡೆಗೆ 5ನೇ ತರಗತಿ ಬಾಲಕರಿಗೆ 170ಸೆಂ.ಮೀ, ಬಾಲಕಿಯರಿಗೆ 165 ಸೆಂ.ಮೀ ಎತ್ತರ ಹೊಂದಿರಬೇಕು. (01.06.2026ಕ್ಕೆ 11ವರ್ಷ ಮೀರಬಾರದು) ಎತ್ತರ ಬಾಲಕರಿಗೆ−145 ಸೆಂ.ಮೀ, ಬಾಲಕಿಯರಿಗೆ 145 ಸೆಂ.ಮೀ ನಿಗದಿಪಡಿಸಿದೆ. 7ನೇ ತರಗತಿಗೆ (01.06.2026ಕ್ಕೆ 14ವರ್ಷ ಮೀರಬಾರದು) ಎತ್ತರ ಬಾಲಕರಿಗೆ−172 ಸೆಂ.ಮೀ, ಬಾಲಕಿಯರಿಗೆ−163 ಸೆಂ.ಮೀ ಹಾಗೂ 10ನೇ ತರಗತಿಗೆ (17ವರ್ಷದ ಒಳಗಿನವರಿಗೆ) ಎತ್ತರ ಬಾಲಕರಿಗೆ 184 ಸೆಂ.ಮೀ ನಿಗದಿಪಡಿಸಿದೆ. ಬ್ಯಾಸ್ಕೆಟ್‌ಬಾಲ್ ಕ್ರೀಡೆಗೆ 7ನೇ ತರಗತಿಗೆ (01.06.2026ಕ್ಕೆ 14ವರ್ಷ ಮೀರಬಾರದು) ಬಾಲಕರಿಗೆ−168 ಸೆಂ.ಮೀ ನಿಗದಿ ಹಾಗೂ ಬಾಲಕಿಯರಿಗೆ−172ಸೆಂ.ಮೀ ಎತ್ತರ ಹೊಂದಿರಬೇಕು. ಈ ಆಯ್ಕೆ ಪ್ರಕ್ರಿಯೆಯಲ್ಲಿ ಭಾಗವಹಿಸಲಿಚ್ಛಿಸುವ ಅಭ್ಯರ್ಥಿಗಳು ಆಯಾ ಕ್ರೀಡೆಗಳ ಅರ್ಹತೆ ಹೊಂದಿರಬೇಕು. ಹೆಚ್ಚಿನ ಮಾಹಿತಿಗಾಗಿ ಮೊಬೈಲ್ ಸಂಖ್ಯೆ: 94488-30108, 94486-33146, 86604-55969, 80881-43003 ಅಥವಾ ಕಚೇರಿ ದೂರವಾಣಿ ಸಂಖ್ಯೆ: 08539-230121ಗೆ ಸಂಪರ್ಕಿಸುವಂತೆ ಕೊಪ್ಪಳ ಯುವ ಸಬಲೀಕರಣ ಮತ್ತು ಕ್ರೀಡಾ ಇಲಾಖೆ ಸಹಾಯಕ ನಿರ್ದೇಶಕರು ಪ್ರಕಟಣೆಯಲ್ಲಿ ತಿಳಿಸಿದ್ದಾರೆ. <box>264 1544 769 1804</box>
article-body-with-photo <box>783 1822 1229 2238</box>
printer-name: ಅಪೂರ್ವ ಆಫ್‌ಸೆಟ್ ಪ್ರಿಂಟರ್ಸ್ <box>1279 344 1474 367</box>
article-jayanti <box>783 76 1229 813</box>
dateline: ಹೊಸಪೇಟೆ ಟೈಮ್ಸ್ ನ್ಯೂಸ್ <box>330 739 458 757</box>
missing-person-photo <box>1081 1826 1229 2025</box>
headline-cultural-line2b: ದಾಖಲೆಗಳನ್ನು ಮರು ಸಲ್ಲಿಸಲು ಕಾಲಾವಕಾಶ <box>202 692 657 730</box>
article-body: ಕೊಪ್ಪಳ: ಕೊಪ್ಪಳ ಜಿಲ್ಲಾಡಳಿತ, ಜಿಲ್ಲಾ ಪಂಚಾಯತ್, ಕನ್ನಡ ಮತ್ತು ಸಂಸ್ಕೃತಿ ಇಲಾಖೆ ಹಾಗೂ ನಗರಸಭೆ ಕೊಪ್ಪಳ ಇವರ ಸಂಯುಕ್ತಾಶ್ರಯದಲ್ಲಿ ಅಂಬಿಗರ ಚೌಡಯ್ಯ ಜಯಂತಿಯನ್ನು ಜನವರಿ 21 ರಂದು ಬೆಳಿಗ್ಗೆ 11 ಗಂಟೆಗೆ ಕೊಪ್ಪಳದ ಸಾಹಿತ್ಯ ಭವನದಲ್ಲಿ ಆಚರಿಸಲಾಗುವುದು. ಜಿಲ್ಲೆಯ ವಿವಿಧ ಭಾಗಗಳಿಂದ ಸಮಾಜದ ಮುಖಂಡರು, ಗಣ್ಯರು ಸಮಾರಂಭದಲ್ಲಿ ಭಾಗವಹಿಸುವರು. ನಿಜಶರಣ ಅಂಬಿಗರ ಚೌಡಯ್ಯನವರ ಭಾವಚಿತ್ರಕ್ಕೆ ಪುಷ್ಪ ನಮನ ಸಲ್ಲಿಸಿ ಗೌರವ ಸೂಚಿಸಲಾಗುವುದು. ನಂತರ ಅವರ ಜೀವನ ಚರಿತ್ರೆ ಹಾಗೂ ವಚನ ಸಾಹಿತ್ಯ ಕುರಿತು ವಿದ್ವಾಂಸರಿಂದ ವಿಶೇಷ ಉಪನ್ಯಾಸ ಕಾರ್ಯಕ್ರಮ ನಡೆಯಲಿದೆ. ಸಮಾಜದ ಸಾಧಕರಿಗೆ ಸನ್ಮಾನ ಕಾರ್ಯಕ್ರಮವನ್ನು ಸಹ ಹಮ್ಮಿಕೊಳ್ಳಲಾಗಿದೆ. ಸಾಂಸ್ಕೃತಿಕ ಕಾರ್ಯಕ್ರಮಗಳಲ್ಲಿ ಸ್ಥಳೀಯ ಕಲಾವಿದರು ಭಾಗವಹಿಸುವರು. ಮುನ್ನಾ ದಿನ ನಗರದ ಪ್ರಮುಖ ಬೀದಿಗಳಲ್ಲಿ ಭಾವಚಿತ್ರದ ಮೆರವಣಿಗೆ ನಡೆಯಲಿದ್ದು, ಮೆರವಣಿಗೆಯು ಗವಿಮಠ ರಸ್ತೆ ಮಾರ್ಗವಾಗಿ ಸಾಹಿತ್ಯ ಭವನ ತಲುಪಲಿದೆ. ಜಯಂತಿ ಕಾರ್ಯಕ್ರಮದ ಯಶಸ್ಸಿಗೆ ವಿವಿಧ ಇಲಾಖೆಗಳ ಅಧಿಕಾರಿಗಳಿಗೆ ಜವಾಬ್ದಾರಿ ನೀಡಲಾಗಿದೆ. ಸಾರ್ವಜನಿಕರು, ಸಮಾಜ ಬಾಂಧವರು, ವಿದ್ಯಾರ್ಥಿಗಳು ಹೆಚ್ಚಿನ ಸಂಖ್ಯೆಯಲ್ಲಿ ಭಾಗವಹಿಸಿ ಕಾರ್ಯಕ್ರಮವನ್ನು ಯಶಸ್ವಿಗೊಳಿಸುವಂತೆ ಜಿಲ್ಲಾಡಳಿತ ಕೋರಿದೆ. ಈ ಕುರಿತು ಜಿಲ್ಲಾಧಿಕಾರಿಗಳ ಅಧ್ಯಕ್ಷತೆಯಲ್ಲಿ ನಡೆದ ಪೂರ್ವಭಾವಿ ಸಭೆಯಲ್ಲಿ ಅಗತ್ಯ ಸಿದ್ಧತೆಗಳ ಕುರಿತು ಚರ್ಚಿಸಲಾಯಿತು. ಸಭೆಯಲ್ಲಿ ಅಪರ ಜಿಲ್ಲಾಧಿಕಾರಿ, ವಿವಿಧ ಇಲಾಖೆಗಳ ಜಿಲ್ಲಾ ಮಟ್ಟದ ಅಧಿಕಾರಿಗಳು ಉಪಸ್ಥಿತರಿದ್ದರು ಎಂದು ಕನ್ನಡ ಮತ್ತು ಸಂಸ್ಕೃತಿ ಇಲಾಖೆ ಕೊಪ್ಪಳ ಸಹಾಯಕ ನಿರ್ದೇಶಕರು ಕರ್ಣಕುಮಾರ ಅವರು ಪ್ರಕಟಣೆಯಲ್ಲಿ ತಿಳಿಸಿದ್ದಾರೆ. <box>783 162 1229 460</box>
article-footpath-notice <box>19 1091 769 1431</box>
headline-vehicle-notice: ನೋಂದಣಿ ಅರ್ಹತಾ ಪತ್ರದ ಅವಧಿ ಮುಗಿದಿರುವ ವಾಹನಗಳ ಮಾಲೀಕರಿಗೆ ಸೂಚನೆ <box>48 78 740 168</box>
headline-cultural-line1: ಸಾಂಸ್ಕೃತಿಕ ಸಂಘ ಸಂಸ್ಥೆಗಳಿಗೆ ಧನಸಹಾಯಕ್ಕೆ <box>175 652 613 690</box>
headline-jayanti: ಜ. 21 ರಂದು ಕೊಪ್ಪಳದಲ್ಲಿ ಅಂಬಿಗರ ಚೌಡಯ್ಯ ಜಯಂತಿ <box>803 78 1209 158</box>
weather-title: ಹವಾಮಾನ <box>1257 1087 1496 1124</box>
headline-footpath-line1a: ಕೊಪ್ಪಳ ನಗರಸಭೆ: <box>176 1093 367 1131</box>
write-title: 'ನೀವು ಬರೆಯಿರಿ' <box>1296 759 1457 794</box>
page-header <box>0 0 1514 68</box>
